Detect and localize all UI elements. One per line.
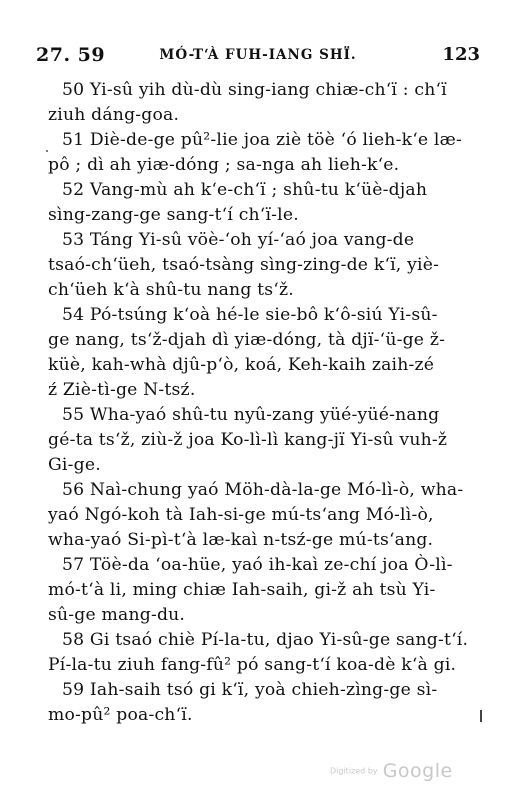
google-logo: Google bbox=[382, 760, 453, 782]
verse-line: küè, kah-whà djû-p‘ò, koá, Keh-kaih zaih-zé bbox=[48, 355, 435, 375]
verse-line: 50 Yi-sû yih dù-dù sing-iang chiæ-ch‘ï : ch‘ï bbox=[62, 80, 447, 100]
print-speck bbox=[46, 150, 48, 152]
verse-line: 54 Pó-tsúng k‘oà hé-le sie-bô k‘ô-siú Yi-sû- bbox=[62, 305, 438, 325]
verse-paragraph bbox=[48, 478, 488, 553]
verse-line: sìng-zang-ge sang-t‘í ch‘ï-le. bbox=[48, 205, 299, 225]
verse-paragraph bbox=[48, 128, 488, 178]
verse-paragraph bbox=[48, 678, 488, 728]
verse-line: 58 Gi tsaó chiè Pí-la-tu, djao Yi-sû-ge sang-t‘í. bbox=[62, 630, 469, 650]
verse-line: 52 Vang-mù ah k‘e-ch‘ï ; shû-tu k‘üè-djah bbox=[62, 180, 428, 200]
verse-line: 55 Wha-yaó shû-tu nyû-zang yüé-yüé-nang bbox=[62, 405, 440, 425]
verse-line: 53 Táng Yi-sû vöè-‘oh yí-‘aó joa vang-de bbox=[62, 230, 415, 250]
verse-paragraph bbox=[48, 403, 488, 478]
verse-line: yaó Ngó-koh tà Iah-si-ge mú-ts‘ang Mó-lì-ò, bbox=[48, 505, 434, 525]
verse-line: Gi-ge. bbox=[48, 455, 101, 475]
verse-line: mo-pû² poa-ch‘ï. bbox=[48, 705, 193, 725]
verse-line: 51 Diè-de-ge pû²-lie joa ziè töè ‘ó lieh-k‘e læ- bbox=[62, 130, 462, 150]
verse-paragraph bbox=[48, 178, 488, 228]
verse-line: pô ; dì ah yiæ-dóng ; sa-nga ah lieh-k‘e. bbox=[48, 155, 400, 175]
page-header bbox=[0, 38, 516, 70]
verse-paragraph bbox=[48, 228, 488, 303]
verse-paragraph bbox=[48, 553, 488, 628]
body-text bbox=[48, 78, 488, 728]
verse-line: ge nang, ts‘ž-djah dì yiæ-dóng, tà djï-‘ü-ge ž- bbox=[48, 330, 446, 350]
verse-line: Pí-la-tu ziuh fang-fû² pó sang-t‘í koa-dè k‘à gi. bbox=[48, 655, 457, 675]
verse-paragraph bbox=[48, 303, 488, 403]
page-number: 123 bbox=[442, 44, 480, 65]
chapter-verse-reference: 27. 59 bbox=[36, 44, 106, 66]
verse-line: 57 Töè-da ‘oa-hüe, yaó ih-kaì ze-chí joa Ò-lì- bbox=[62, 555, 453, 575]
verse-line: 56 Naì-chung yaó Möh-dà-la-ge Mó-lì-ò, wha- bbox=[62, 480, 464, 500]
verse-line: 59 Iah-saih tsó gi k‘ï, yoà chieh-zìng-ge sì- bbox=[62, 680, 438, 700]
verse-line: ch‘üeh k‘à shû-tu nang ts‘ž. bbox=[48, 280, 294, 300]
print-mark bbox=[480, 710, 482, 722]
running-title: MÓ-T‘À FUH-IANG SHÏ. bbox=[159, 47, 357, 63]
verse-line: gé-ta ts‘ž, ziù-ž joa Ko-lì-lì kang-jï Yi-sû vuh-ž bbox=[48, 430, 448, 450]
verse-line: mó-t‘à li, ming chiæ Iah-saih, gi-ž ah tsù Yi- bbox=[48, 580, 436, 600]
verse-paragraph bbox=[48, 628, 488, 678]
verse-line: tsaó-ch‘üeh, tsaó-tsàng sìng-zing-de k‘ï, yiè- bbox=[48, 255, 440, 275]
verse-line: ziuh dáng-goa. bbox=[48, 105, 180, 125]
digitized-by-label: Digitized by bbox=[330, 766, 378, 776]
verse-line: sû-ge mang-du. bbox=[48, 605, 186, 625]
verse-line: wha-yaó Si-pì-t‘à læ-kaì n-tsź-ge mú-ts‘ang. bbox=[48, 530, 434, 550]
digitized-watermark bbox=[330, 760, 453, 782]
verse-line: ź Ziè-tì-ge N-tsź. bbox=[48, 380, 196, 400]
verse-paragraph bbox=[48, 78, 488, 128]
